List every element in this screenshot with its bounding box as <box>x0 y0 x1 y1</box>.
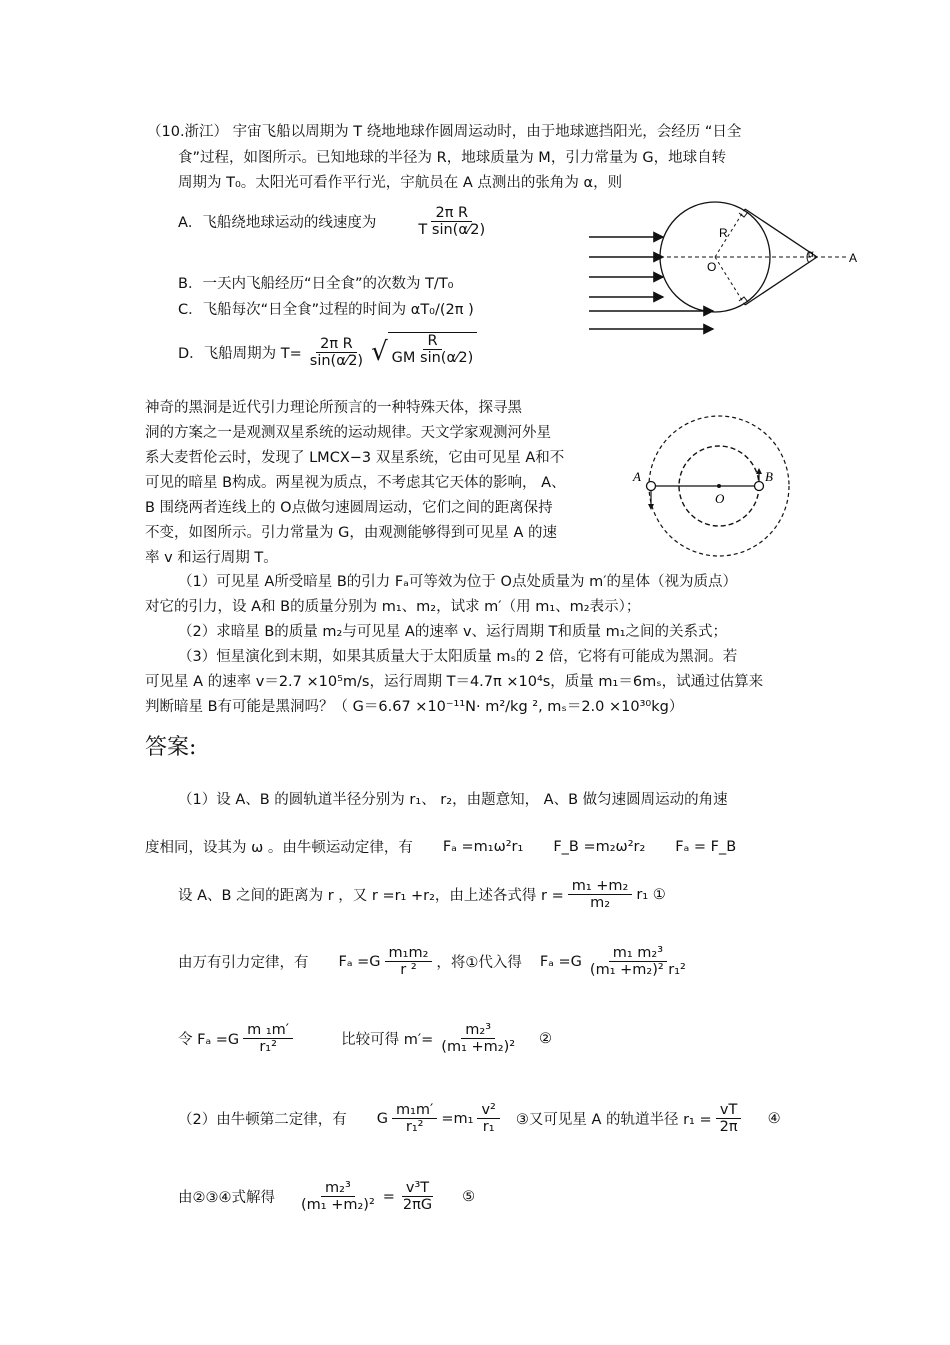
label-r: R <box>719 226 728 240</box>
tangent-top <box>745 209 817 257</box>
option-b: B．一天内飞船经历“日全食”的次数为 T/T₀ <box>178 276 454 292</box>
gravity-lhs-2: Fₐ =G <box>539 953 582 970</box>
velocity-fraction <box>477 1102 499 1135</box>
q2-paragraph <box>145 396 566 571</box>
answer-line-5-mid: 比较可得 m′= <box>341 1032 434 1048</box>
answer-line-6-tail: ④ <box>767 1110 781 1127</box>
radius-fraction <box>716 1102 742 1135</box>
sub-question-3a: （3）恒星演化到末期，如果其质量大于太阳质量 mₛ的 2 倍，它将有可能成为黑洞。若 <box>178 649 738 665</box>
newton-lhs: G <box>376 1110 388 1127</box>
eclipse-diagram <box>585 195 865 345</box>
r-numerator: m₁ +m₂ <box>568 878 633 895</box>
result-numerator-2: v³T <box>402 1180 433 1197</box>
answer-line-3-tail: r₁ ① <box>636 886 666 903</box>
option-a <box>178 205 489 238</box>
radius-numerator: vT <box>716 1102 741 1119</box>
option-d-denominator: sin(α⁄2) <box>309 352 364 369</box>
m-prime-result-numerator: m₂³ <box>461 1022 495 1039</box>
q2-line: 系大麦哲伦云时，发现了 LMCX−3 双星系统，它由可见星 A和不 <box>145 450 565 466</box>
answer-line-5-tail: ② <box>539 1030 553 1047</box>
gravity-fraction-2 <box>586 945 690 978</box>
option-d-sqrt-fraction <box>388 332 478 372</box>
option-a-label: A．飞船绕地球运动的线速度为 <box>178 215 377 231</box>
label-alpha: α <box>808 249 814 260</box>
equation-fb: F_B =m₂ω²r₂ <box>553 838 646 855</box>
binary-star-diagram <box>625 410 800 570</box>
gravity-denominator: r ² <box>400 962 417 978</box>
sub-question-1a: （1）可见星 A所受暗星 B的引力 Fₐ可等效为位于 O点处质量为 m′的星体（视为质点） <box>178 574 737 590</box>
answer-line-1: （1）设 A、B 的圆轨道半径分别为 r₁、 r₂，由题意知， A、B 做匀速圆周运动的角速 <box>178 792 728 808</box>
answer-heading: 答案: <box>145 735 197 760</box>
star-a <box>647 482 656 491</box>
velocity-denominator: r₁ <box>482 1119 495 1135</box>
answer-line-3-text: 设 A、B 之间的距离为 r ，又 r =r₁ +r₂，由上述各式得 r = <box>178 888 564 904</box>
option-a-denominator: T sin(α⁄2) <box>418 222 486 238</box>
q2-line: 不变，如图所示。引力常量为 G，由观测能够得到可见星 A 的速 <box>145 525 557 541</box>
q10-line-3: 周期为 T₀。太阳光可看作平行光，宇航员在 A 点测出的张角为 α，则 <box>178 175 623 191</box>
sub-question-3b: 可见星 A 的速率 v＝2.7 ×10⁵m/s，运行周期 T＝4.7π ×10⁴s，质量 m₁＝6mₛ，试通过估算来 <box>145 674 764 690</box>
label-a: A <box>849 251 858 265</box>
answer-line-7 <box>178 1180 475 1213</box>
answer-line-4 <box>178 945 690 978</box>
m-prime-fraction <box>243 1022 293 1055</box>
answer-line-7-tail: ⑤ <box>462 1188 476 1205</box>
option-d-sqrt-numerator: R <box>423 333 441 350</box>
option-d <box>178 332 477 372</box>
m-prime-denominator: r₁² <box>259 1039 277 1055</box>
velocity-b-arrowhead <box>756 468 762 474</box>
q2-line: 可见的暗星 B构成。两星视为质点，不考虑其它天体的影响， A、 <box>145 475 566 491</box>
result-denominator: (m₁ +m₂)² <box>301 1197 375 1213</box>
center-o <box>717 484 721 488</box>
q2-line: 率 v 和运行周期 T。 <box>145 550 278 566</box>
sqrt-sign: √ <box>371 337 388 367</box>
answer-line-5 <box>178 1022 552 1055</box>
m-prime-result-fraction <box>437 1022 519 1055</box>
tangent-bottom <box>745 257 817 305</box>
result-fraction-2 <box>399 1180 436 1213</box>
answer-line-6-mid: ③又可见星 A 的轨道半径 r₁ = <box>515 1112 712 1128</box>
answer-line-6 <box>178 1102 781 1135</box>
option-d-fraction <box>306 336 367 369</box>
label-center-o: O <box>715 491 725 506</box>
velocity-numerator: v² <box>477 1102 499 1119</box>
option-c: C．飞船每次“日全食”过程的时间为 αT₀/(2π ) <box>178 302 474 318</box>
option-d-sqrt-denominator: GM sin(α⁄2) <box>391 350 474 366</box>
star-b <box>755 482 764 491</box>
q10-line-1: （10.浙江） 宇宙飞船以周期为 T 绕地地球作圆周运动时，由于地球遮挡阳光，会经历 “日全 <box>147 124 742 140</box>
result-numerator: m₂³ <box>321 1180 355 1197</box>
q2-line: 神奇的黑洞是近代引力理论所预言的一种特殊天体，探寻黑 <box>145 400 522 416</box>
gravity-fraction <box>385 945 433 978</box>
answer-line-7-text: 由②③④式解得 <box>178 1190 275 1206</box>
option-d-label: D．飞船周期为 T= <box>178 345 302 362</box>
newton-denominator: r₁² <box>405 1119 424 1135</box>
newton-numerator: m₁m′ <box>392 1102 437 1119</box>
sub-question-2: （2）求暗星 B的质量 m₂与可见星 A的速率 v、运行周期 T和质量 m₁之间的关系式； <box>178 624 728 640</box>
label-star-a: A <box>633 469 641 484</box>
answer-line-5-text: 令 Fₐ =G <box>178 1032 240 1048</box>
r-fraction <box>568 878 633 911</box>
answer-line-4-text: 由万有引力定律，有 <box>178 955 309 971</box>
label-star-b: B <box>765 469 773 484</box>
label-o: O <box>707 260 717 274</box>
sunlight-arrows <box>589 237 713 329</box>
velocity-a-arrowhead <box>648 504 654 510</box>
answer-line-2 <box>145 836 736 857</box>
newton-fraction <box>392 1102 437 1135</box>
answer-line-6-text: （2）由牛顿第二定律，有 <box>178 1112 347 1128</box>
equation-fa-fb: Fₐ = F_B <box>675 838 737 855</box>
q2-line: B 围绕两者连线上的 O点做匀速圆周运动，它们之间的距离保持 <box>145 500 553 516</box>
option-d-numerator: 2π R <box>316 336 357 353</box>
newton-equals: =m₁ <box>441 1110 474 1127</box>
gravity-lhs: Fₐ =G <box>338 953 381 970</box>
gravity-numerator-2: m₁ m₂³ <box>609 945 667 962</box>
answer-line-3 <box>178 878 666 911</box>
result-denominator-2: 2πG <box>402 1197 433 1213</box>
answer-line-4-mid: ，将①代入得 <box>436 955 522 971</box>
r-denominator: m₂ <box>590 895 611 911</box>
option-a-fraction <box>414 205 489 238</box>
sub-question-3c: 判断暗星 B有可能是黑洞吗？（ G＝6.67 ×10⁻¹¹N· m²/kg ², mₛ＝2.0 ×10³⁰kg） <box>145 699 684 715</box>
result-fraction <box>297 1180 379 1213</box>
q10-line-2: 食”过程，如图所示。已知地球的半径为 R，地球质量为 M，引力常量为 G，地球自转 <box>178 150 727 166</box>
m-prime-numerator: m ₁m′ <box>243 1022 293 1039</box>
radius-line-bottom <box>715 257 745 305</box>
option-a-numerator: 2π R <box>431 205 472 222</box>
answer-line-2-text: 度相同，设其为 ω 。由牛顿运动定律，有 <box>145 840 413 856</box>
gravity-numerator: m₁m₂ <box>385 945 433 962</box>
q2-line: 洞的方案之一是观测双星系统的运动规律。天文学家观测河外星 <box>145 425 551 441</box>
option-d-sqrt <box>371 332 477 372</box>
equation-fa: Fₐ =m₁ω²r₁ <box>442 838 524 855</box>
sub-question-1b: 对它的引力，设 A和 B的质量分别为 m₁、m₂，试求 m′（用 m₁、m₂表示）； <box>145 599 641 615</box>
gravity-denominator-2: (m₁ +m₂)² r₁² <box>589 962 686 978</box>
m-prime-result-denominator: (m₁ +m₂)² <box>441 1039 516 1055</box>
result-equals: = <box>382 1188 395 1205</box>
radius-denominator: 2π <box>719 1119 738 1135</box>
